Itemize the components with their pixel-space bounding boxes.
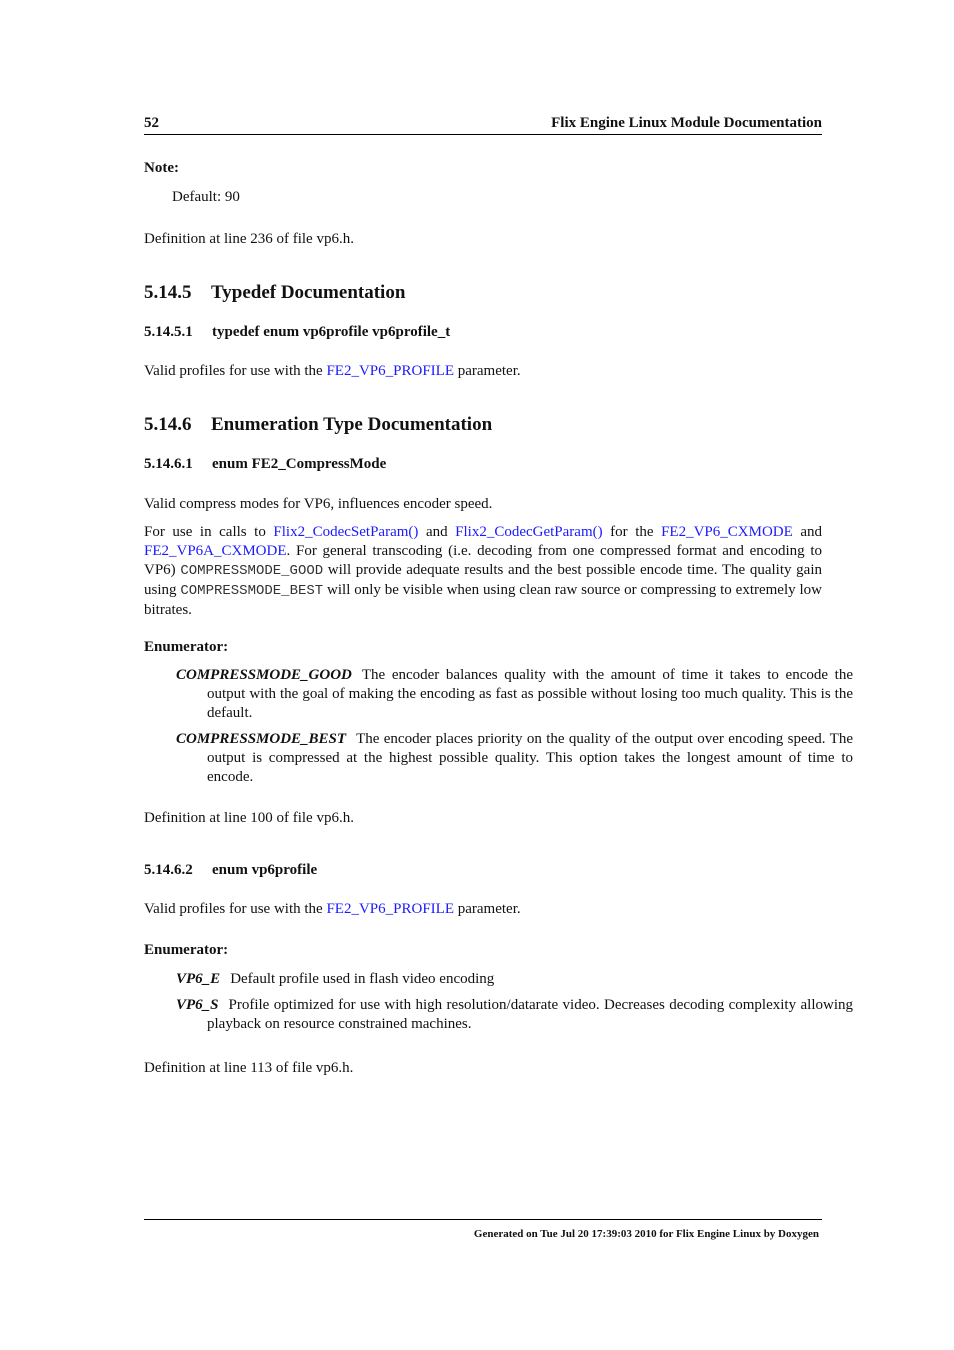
enum-item-compressmode-best xyxy=(176,730,853,787)
enum-desc: The encoder balances quality with the amount of time it takes to encode the output with the goal of making the encoding as fast as possible without losing too much quality. This is the default. xyxy=(207,667,853,721)
section-heading-typedef: 5.14.5 Typedef Documentation xyxy=(144,282,406,303)
definition-line-113: Definition at line 113 of file vp6.h. xyxy=(144,1060,354,1076)
enum-name: COMPRESSMODE_GOOD xyxy=(176,667,352,683)
page-footer xyxy=(144,1219,822,1240)
page-number: 52 xyxy=(144,115,159,131)
enumerator-label: Enumerator: xyxy=(144,639,229,655)
typedef-description: Valid profiles for use with the FE2_VP6_PROFILE parameter. xyxy=(144,363,521,379)
flix2-codecgetparam-link[interactable]: Flix2_CodecGetParam() xyxy=(455,524,603,540)
note-label: Note: xyxy=(144,160,179,176)
code-compressmode-good: COMPRESSMODE_GOOD xyxy=(180,563,324,579)
compressmode-paragraph: For use in calls to Flix2_CodecSetParam() and Flix2_CodecGetParam() for the FE2_VP6_CXMODE and FE2_VP6A_CXMODE. For general transcoding (i.e. decoding from one compressed format and encoding to VP6) COMPRESSMODE_GOOD will provide adequate results and the best possible encode time. The quality gain using COMPRESSMODE_BEST will only be visible when using clean raw source or compressing to extremely low bitrates. xyxy=(144,524,822,618)
document-title: Flix Engine Linux Module Documentation xyxy=(551,115,822,131)
enum-item-vp6-s xyxy=(176,996,853,1034)
enum-name: VP6_E xyxy=(176,971,221,987)
subsection-heading-compressmode: 5.14.6.1 enum FE2_CompressMode xyxy=(144,456,387,472)
code-compressmode-best: COMPRESSMODE_BEST xyxy=(180,583,324,599)
enum-desc: Default profile used in flash video encoding xyxy=(230,971,495,987)
fe2-vp6-profile-link[interactable]: FE2_VP6_PROFILE xyxy=(326,363,454,379)
definition-line-236: Definition at line 236 of file vp6.h. xyxy=(144,231,354,247)
compressmode-description: Valid compress modes for VP6, influences encoder speed. xyxy=(144,496,493,512)
enum-item-compressmode-good xyxy=(176,666,853,723)
subsection-heading-vp6profile: 5.14.6.2 enum vp6profile xyxy=(144,862,318,878)
section-heading-enumeration: 5.14.6 Enumeration Type Documentation xyxy=(144,414,493,435)
fe2-vp6-cxmode-link[interactable]: FE2_VP6_CXMODE xyxy=(661,524,793,540)
enum-name: COMPRESSMODE_BEST xyxy=(176,731,347,747)
enumerator-label-2: Enumerator: xyxy=(144,942,229,958)
definition-line-100: Definition at line 100 of file vp6.h. xyxy=(144,810,354,826)
page-header xyxy=(144,114,822,135)
footer-text: Generated on Tue Jul 20 17:39:03 2010 for Flix Engine Linux by Doxygen xyxy=(473,1228,819,1240)
subsection-heading-vp6profile-t: 5.14.5.1 typedef enum vp6profile vp6profile_t xyxy=(144,324,451,340)
enum-desc: Profile optimized for use with high resolution/datarate video. Decreases decoding complexity allowing playback on resource constrained machines. xyxy=(207,997,853,1032)
fe2-vp6a-cxmode-link[interactable]: FE2_VP6A_CXMODE xyxy=(144,543,287,559)
vp6profile-description: Valid profiles for use with the FE2_VP6_PROFILE parameter. xyxy=(144,901,521,917)
flix2-codecsetparam-link[interactable]: Flix2_CodecSetParam() xyxy=(273,524,419,540)
enum-desc: The encoder places priority on the quality of the output over encoding speed. The output is compressed at the highest possible quality. This option takes the longest amount of time to encode. xyxy=(207,731,853,785)
enum-name: VP6_S xyxy=(176,997,219,1013)
enum-item-vp6-e xyxy=(176,970,853,989)
note-text: Default: 90 xyxy=(172,189,240,205)
fe2-vp6-profile-link-2[interactable]: FE2_VP6_PROFILE xyxy=(326,901,454,917)
